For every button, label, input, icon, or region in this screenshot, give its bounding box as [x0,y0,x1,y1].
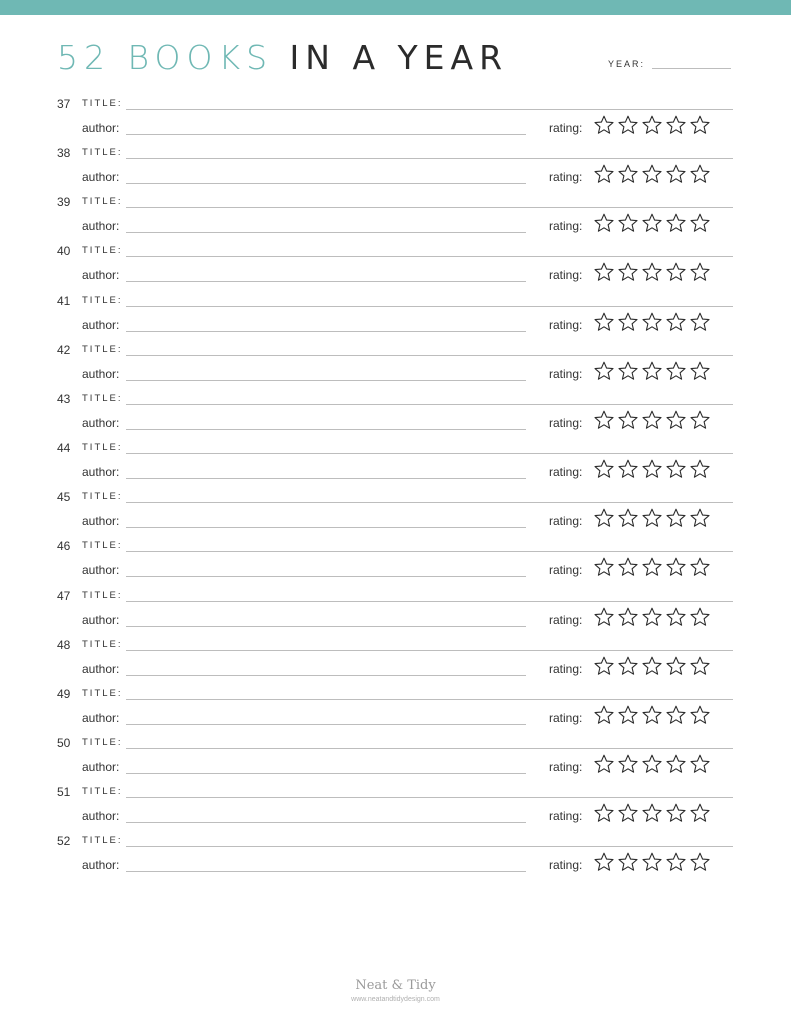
book-number: 41 [57,293,71,308]
book-number: 38 [57,146,71,161]
star-outline-icon[interactable] [642,115,662,135]
book-number: 39 [57,195,71,210]
title-label: TITLE: [82,294,123,306]
rating-label: rating: [549,858,583,873]
star-outline-icon[interactable] [690,754,710,774]
star-outline-icon[interactable] [690,213,710,233]
star-outline-icon[interactable] [690,656,710,676]
title-field[interactable] [126,109,733,110]
book-entry [0,687,791,736]
page-title-rest: IN A YEAR [289,38,509,77]
author-field[interactable] [126,626,526,627]
title-field[interactable] [126,355,733,356]
star-outline-icon[interactable] [618,705,638,725]
title-label: TITLE: [82,540,123,552]
rating-stars [594,754,714,776]
star-outline-icon[interactable] [618,262,638,282]
author-label: author: [82,710,120,725]
star-outline-icon[interactable] [642,607,662,627]
author-label: author: [82,366,120,381]
author-label: author: [82,809,120,824]
book-number: 51 [57,785,71,800]
book-number: 37 [57,97,71,111]
author-label: author: [82,563,120,578]
rating-stars [594,508,714,530]
star-outline-icon[interactable] [594,213,614,233]
author-label: author: [82,514,120,529]
star-outline-icon[interactable] [666,361,686,381]
author-label: author: [82,121,120,135]
author-field[interactable] [126,576,526,577]
rating-label: rating: [549,219,583,234]
book-number: 40 [57,244,71,259]
star-outline-icon[interactable] [666,410,686,430]
star-outline-icon[interactable] [690,705,710,725]
star-outline-icon[interactable] [666,312,686,332]
book-entry [0,834,791,883]
star-outline-icon[interactable] [690,262,710,282]
footer-url: www.neatandtidydesign.com [351,996,440,1003]
author-label: author: [82,759,120,774]
star-outline-icon[interactable] [618,607,638,627]
rating-stars [594,557,714,579]
title-label: TITLE: [82,786,123,798]
star-outline-icon[interactable] [666,705,686,725]
star-outline-icon[interactable] [642,557,662,577]
star-outline-icon[interactable] [642,262,662,282]
title-field[interactable] [126,306,733,307]
star-outline-icon[interactable] [666,459,686,479]
author-label: author: [82,268,120,283]
book-number: 43 [57,391,71,406]
star-outline-icon[interactable] [690,410,710,430]
star-outline-icon[interactable] [690,508,710,528]
title-label: TITLE: [82,687,123,699]
star-outline-icon[interactable] [594,607,614,627]
author-label: author: [82,219,120,234]
author-label: author: [82,858,120,873]
author-field[interactable] [126,871,526,872]
star-outline-icon[interactable] [594,115,614,135]
book-number: 50 [57,735,71,750]
star-outline-icon[interactable] [690,803,710,823]
rating-stars [594,705,714,727]
book-entry [0,146,791,195]
star-outline-icon[interactable] [618,459,638,479]
star-outline-icon[interactable] [594,459,614,479]
star-outline-icon[interactable] [690,557,710,577]
star-outline-icon[interactable] [690,115,710,135]
star-outline-icon[interactable] [642,164,662,184]
star-outline-icon[interactable] [594,410,614,430]
author-label: author: [82,415,120,430]
star-outline-icon[interactable] [618,754,638,774]
title-label: TITLE: [82,343,123,355]
star-outline-icon[interactable] [594,361,614,381]
title-label: TITLE: [82,638,123,650]
star-outline-icon[interactable] [666,262,686,282]
title-label: TITLE: [82,491,123,503]
title-label: TITLE: [82,736,123,748]
book-entry [0,539,791,588]
title-field[interactable] [126,404,733,405]
rating-label: rating: [549,661,583,676]
star-outline-icon[interactable] [594,656,614,676]
book-entry [0,736,791,785]
author-field[interactable] [126,183,526,184]
author-field[interactable] [126,527,526,528]
title-field[interactable] [126,797,733,798]
rating-stars [594,656,714,678]
rating-label: rating: [549,268,583,283]
rating-stars [594,164,714,186]
star-outline-icon[interactable] [642,803,662,823]
star-outline-icon[interactable] [618,115,638,135]
author-label: author: [82,170,120,185]
star-outline-icon[interactable] [594,508,614,528]
book-entry [0,785,791,834]
author-field[interactable] [126,232,526,233]
title-field[interactable] [126,748,733,749]
rating-stars [594,803,714,825]
page-title-accent: 52 BOOKS [57,38,274,77]
footer-brand-logo: Neat & Tidy [355,978,436,993]
star-outline-icon[interactable] [642,361,662,381]
author-label: author: [82,612,120,627]
star-outline-icon[interactable] [618,164,638,184]
author-field[interactable] [126,724,526,725]
book-entry [0,343,791,392]
title-label: TITLE: [82,98,123,109]
star-outline-icon[interactable] [618,213,638,233]
author-field[interactable] [126,429,526,430]
author-field[interactable] [126,478,526,479]
rating-label: rating: [549,710,583,725]
book-number: 48 [57,637,71,652]
author-field[interactable] [126,675,526,676]
rating-stars [594,262,714,284]
star-outline-icon[interactable] [690,361,710,381]
rating-label: rating: [549,415,583,430]
book-number: 52 [57,834,71,849]
rating-stars [594,115,714,137]
author-field[interactable] [126,380,526,381]
star-outline-icon[interactable] [642,852,662,872]
star-outline-icon[interactable] [618,361,638,381]
star-outline-icon[interactable] [690,459,710,479]
rating-label: rating: [549,563,583,578]
star-outline-icon[interactable] [666,852,686,872]
star-outline-icon[interactable] [594,705,614,725]
star-outline-icon[interactable] [618,410,638,430]
star-outline-icon[interactable] [618,557,638,577]
rating-label: rating: [549,366,583,381]
star-outline-icon[interactable] [594,262,614,282]
star-outline-icon[interactable] [618,656,638,676]
star-outline-icon[interactable] [642,508,662,528]
star-outline-icon[interactable] [618,803,638,823]
rating-stars [594,361,714,383]
star-outline-icon[interactable] [666,115,686,135]
star-outline-icon[interactable] [690,607,710,627]
star-outline-icon[interactable] [666,557,686,577]
title-label: TITLE: [82,392,123,404]
rating-stars [594,459,714,481]
rating-label: rating: [549,759,583,774]
rating-stars [594,852,714,874]
title-label: TITLE: [82,245,123,257]
star-outline-icon[interactable] [666,607,686,627]
title-field[interactable] [126,846,733,847]
star-outline-icon[interactable] [666,508,686,528]
book-number: 44 [57,441,71,456]
book-number: 47 [57,588,71,603]
year-label: YEAR: [608,59,646,69]
star-outline-icon[interactable] [642,754,662,774]
star-outline-icon[interactable] [618,852,638,872]
star-outline-icon[interactable] [618,312,638,332]
star-outline-icon[interactable] [666,656,686,676]
book-entry [0,244,791,293]
title-field[interactable] [126,601,733,602]
rating-label: rating: [549,612,583,627]
star-outline-icon[interactable] [594,803,614,823]
star-outline-icon[interactable] [666,164,686,184]
book-entry [0,294,791,343]
rating-label: rating: [549,317,583,332]
title-label: TITLE: [82,589,123,601]
rating-label: rating: [549,170,583,185]
book-entry [0,392,791,441]
star-outline-icon[interactable] [642,705,662,725]
title-field[interactable] [126,650,733,651]
star-outline-icon[interactable] [666,803,686,823]
author-field[interactable] [126,281,526,282]
rating-label: rating: [549,121,583,135]
rating-label: rating: [549,465,583,480]
book-entry [0,638,791,687]
author-field[interactable] [126,331,526,332]
star-outline-icon[interactable] [642,213,662,233]
star-outline-icon[interactable] [666,754,686,774]
author-field[interactable] [126,822,526,823]
star-outline-icon[interactable] [594,852,614,872]
rating-stars [594,607,714,629]
star-outline-icon[interactable] [594,754,614,774]
book-entry [0,589,791,638]
title-field[interactable] [126,699,733,700]
star-outline-icon[interactable] [666,213,686,233]
star-outline-icon[interactable] [594,312,614,332]
title-field[interactable] [126,453,733,454]
rating-stars [594,312,714,334]
title-field[interactable] [126,207,733,208]
author-label: author: [82,661,120,676]
star-outline-icon[interactable] [690,312,710,332]
star-outline-icon[interactable] [594,164,614,184]
book-number: 45 [57,490,71,505]
title-field[interactable] [126,551,733,552]
book-number: 42 [57,342,71,357]
title-label: TITLE: [82,147,123,159]
author-field[interactable] [126,773,526,774]
title-label: TITLE: [82,196,123,208]
title-field[interactable] [126,158,733,159]
book-entry [0,195,791,244]
title-field[interactable] [126,256,733,257]
book-number: 46 [57,539,71,554]
book-entry [0,97,791,146]
rating-stars [594,410,714,432]
star-outline-icon[interactable] [690,164,710,184]
star-outline-icon[interactable] [642,312,662,332]
star-outline-icon[interactable] [690,852,710,872]
title-label: TITLE: [82,835,123,847]
book-number: 49 [57,686,71,701]
rating-stars [594,213,714,235]
title-field[interactable] [126,502,733,503]
rating-label: rating: [549,809,583,824]
star-outline-icon[interactable] [642,656,662,676]
author-label: author: [82,317,120,332]
author-field[interactable] [126,134,526,135]
star-outline-icon[interactable] [642,410,662,430]
title-label: TITLE: [82,442,123,454]
book-entry [0,490,791,539]
star-outline-icon[interactable] [618,508,638,528]
rating-label: rating: [549,514,583,529]
author-label: author: [82,465,120,480]
star-outline-icon[interactable] [642,459,662,479]
book-entry [0,441,791,490]
star-outline-icon[interactable] [594,557,614,577]
